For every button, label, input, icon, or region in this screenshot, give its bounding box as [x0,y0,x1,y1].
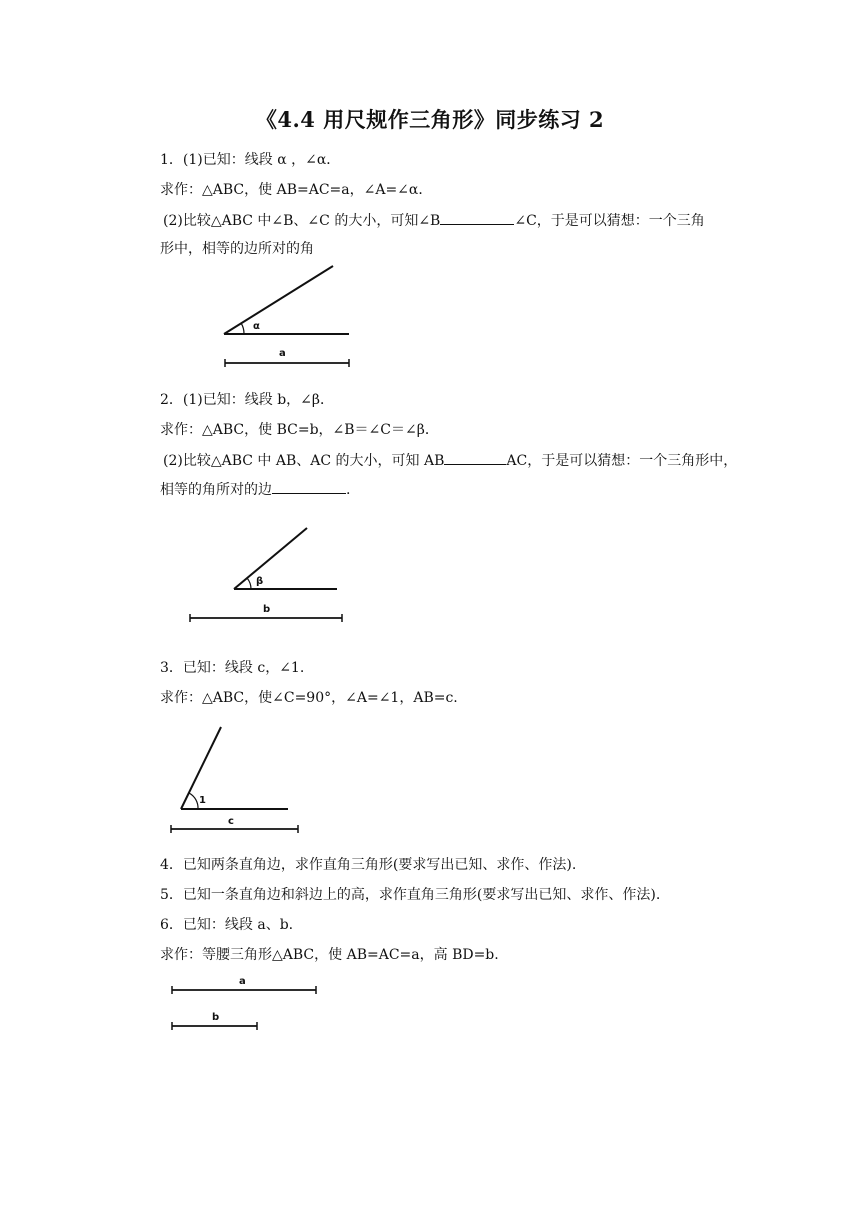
q1-construct: 求作：△ABC，使 AB=AC=a，∠A=∠α． [160,182,433,198]
q1-angle-label: α [253,321,260,332]
q2-period: . [346,482,351,498]
q1-angle-arc [241,323,244,334]
q3-angle-arc [189,793,198,809]
q1-compare-text-a: (2)比较△ABC 中∠B、∠C 的大小，可知∠B [163,213,441,229]
q1-compare-text-b: ∠C，于是可以猜想：一个三角 [514,213,705,229]
q3-figure [171,727,298,833]
q6-segment-b-label: b [212,1012,220,1023]
q6-construct: 求作：等腰三角形△ABC，使 AB=AC=a，高 BD=b. [160,947,499,963]
q1-segment-label: a [279,348,286,359]
q1-figure [224,266,349,367]
q1-angle-ray [224,266,333,334]
q2-compare-cont-text: 相等的角所对的边 [160,482,272,498]
q3-given: 3．已知：线段 c，∠1. [160,660,305,676]
q6-segment-a-label: a [239,976,246,987]
q5-text: 5．已知一条直角边和斜边上的高，求作直角三角形(要求写出已知、求作、作法). [160,887,661,903]
q2-angle-ray [234,528,307,589]
q3-construct: 求作：△ABC，使∠C=90°，∠A=∠1，AB=c. [160,690,458,706]
q2-segment-label: b [263,604,271,615]
q2-compare-text-b: AC，于是可以猜想：一个三角形中， [506,453,738,469]
q3-segment-label: c [228,816,234,827]
q6-figure [172,976,316,1030]
q6-given: 6．已知：线段 a、b. [160,917,294,933]
q2-figure [190,528,342,622]
page-title: 《4.4 用尺规作三角形》同步练习 2 [255,107,605,132]
q2-compare-text-a: (2)比较△ABC 中 AB、AC 的大小，可知 AB [163,453,445,469]
q3-angle-label: 1 [199,795,206,806]
q2-angle-arc [247,578,251,589]
q1-given: 1．(1)已知：线段 α ，∠α． [160,152,341,168]
q1-compare-cont: 形中，相等的边所对的角 [160,241,314,257]
q2-angle-label: β [256,576,264,587]
q2-construct: 求作：△ABC，使 BC=b，∠B＝∠C＝∠β． [160,422,439,438]
q2-given: 2．(1)已知：线段 b，∠β． [160,392,334,408]
q4-text: 4．已知两条直角边，求作直角三角形(要求写出已知、求作、作法). [160,857,577,873]
